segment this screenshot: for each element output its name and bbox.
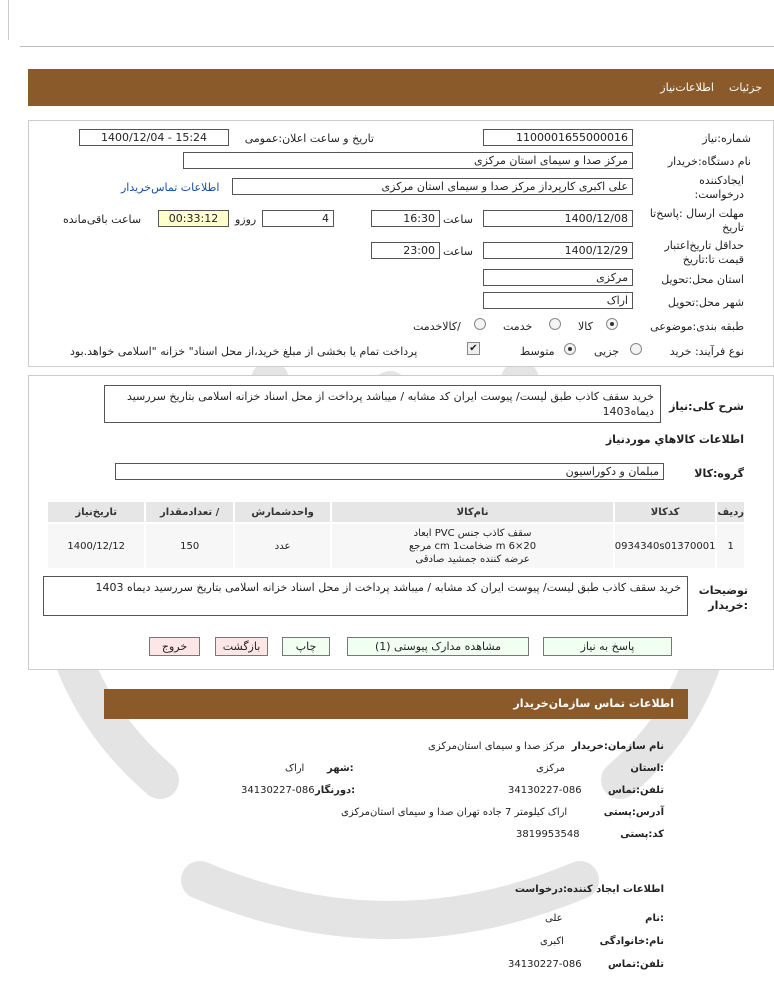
treasury-payment-checkbox[interactable]: ✔ <box>467 342 480 355</box>
col-header-code: کدکالا <box>614 501 717 523</box>
creator-family-value: اکبری <box>540 936 564 947</box>
cell-unit: عدد <box>234 523 331 569</box>
contact-postal-value: 3819953548 <box>516 829 580 840</box>
contact-city-value: اراک <box>285 763 305 774</box>
back-button[interactable]: بازگشت <box>215 637 268 656</box>
validity-time-label: ساعت <box>443 245 473 258</box>
contact-address-label: آدرس:پستی <box>603 807 664 818</box>
col-header-row: ردیف <box>716 501 745 523</box>
city-field: اراک <box>483 292 633 309</box>
deadline-date-field: 1400/12/08 <box>483 210 633 227</box>
contact-province-value: مرکزی <box>536 763 565 774</box>
announce-datetime-field: 1400/12/04 - 15:24 <box>79 129 229 146</box>
contact-fax-label: :دورنگار <box>315 785 356 796</box>
goods-group-field: مبلمان و دکوراسیون <box>115 463 664 480</box>
col-header-date: تاریخ‌نیاز <box>47 501 145 523</box>
cell-row-number: 1 <box>716 523 745 569</box>
top-divider <box>20 46 774 47</box>
cell-need-date: 1400/12/12 <box>47 523 145 569</box>
need-number-field: 1100001655000016 <box>483 129 633 146</box>
contact-fax-value: 34130227-086 <box>241 785 315 796</box>
need-number-label: شماره:نیاز <box>702 132 751 145</box>
deadline-time-field: 16:30 <box>371 210 440 227</box>
buyer-contact-link[interactable]: اطلاعات تماس‌خریدار <box>121 181 220 194</box>
creator-phone-label: تلفن:تماس <box>607 959 664 970</box>
creator-name-value: علی <box>545 913 563 924</box>
deadline-time-label: ساعت <box>443 213 473 226</box>
process-type-label: نوع فرآیند: خرید <box>669 345 744 358</box>
process-medium-label: متوسط <box>520 345 555 358</box>
creator-phone-value: 34130227-086 <box>508 959 582 970</box>
col-header-qty: / تعدادمقدار <box>145 501 233 523</box>
goods-info-title: اطلاعات کالاهاي موردنياز <box>605 433 744 446</box>
category-service-label: خدمت <box>503 320 533 333</box>
validity-label: حداقل تاریخ‌اعتبار <box>664 239 744 252</box>
category-goods-radio[interactable] <box>606 318 618 330</box>
buyer-contact-title: اطلاعات تماس سازمان‌خریدار <box>513 697 674 710</box>
creator-field: علی اکبری کارپرداز مرکز صدا و سیمای استان مرکزی <box>232 178 633 195</box>
contact-org-label: نام سازمان:خریدار <box>571 741 664 752</box>
deadline-label: مهلت ارسال :پاسخ‌تا <box>649 207 744 220</box>
cell-goods-name: سقف کاذب جنس PVC ابعاد 20×6 m ضخامت1 cm مرجع عرضه کننده جمشید صادقی <box>331 523 613 569</box>
tab-bar <box>28 69 774 106</box>
contact-address-value: اراک کیلومتر 7 جاده تهران صدا و سیمای استان‌مرکزی <box>341 807 568 818</box>
table-row <box>47 523 745 569</box>
general-description-label: شرح کلی:نیاز <box>669 400 744 413</box>
days-field: 4 <box>262 210 334 227</box>
category-service-radio[interactable] <box>549 318 561 330</box>
creator-name-label: :نام <box>645 913 664 924</box>
category-both-label: /کالاخدمت <box>413 320 461 333</box>
print-button[interactable]: چاپ <box>282 637 330 656</box>
tab-details[interactable]: جزئیات <box>729 81 762 94</box>
exit-button[interactable]: خروج <box>149 637 200 656</box>
col-header-name: نام‌کالا <box>331 501 613 523</box>
treasury-payment-label: پرداخت تمام یا بخشی از مبلغ خرید،از محل اسناد" خزانه "اسلامی خواهد.بود <box>70 345 418 358</box>
creator-family-label: نام:خانوادگی <box>599 936 664 947</box>
buyer-contact-header <box>104 689 688 719</box>
creator-info-title: اطلاعات ایجاد کننده:درخواست <box>514 884 664 895</box>
creator-label-2: درخواست: <box>694 188 744 201</box>
announce-label: تاریخ و ساعت اعلان:عمومی <box>244 132 374 145</box>
contact-city-label: :شهر <box>327 763 354 774</box>
contact-postal-label: کد:پستی <box>620 829 664 840</box>
remaining-label: ساعت باقی‌مانده <box>63 213 142 226</box>
buyer-notes-field: خرید سقف کاذب طبق لیست/ پیوست ایران کد مشابه / میباشد پرداخت از محل اسناد خزانه اسلامی بتاریخ سررسید دیماه 1403 <box>43 576 688 616</box>
process-medium-radio[interactable] <box>564 343 576 355</box>
goods-table <box>46 500 746 570</box>
col-header-unit: واحدشمارش <box>234 501 331 523</box>
days-label: روزو <box>235 213 257 226</box>
validity-date-field: 1400/12/29 <box>483 242 633 259</box>
view-attachments-button[interactable]: مشاهده مدارک پیوستی (1) <box>347 637 529 656</box>
deadline-label-2: تاریخ <box>722 221 744 234</box>
remaining-time-field: 00:33:12 <box>158 210 229 227</box>
org-name-label: نام دستگاه:خریدار <box>667 155 751 168</box>
creator-label: ایجادکننده <box>699 174 744 187</box>
buyer-notes-label-2: :خریدار <box>708 599 748 612</box>
buyer-notes-label: توضیحات <box>698 584 748 597</box>
reply-button[interactable]: پاسخ به نیاز <box>543 637 672 656</box>
category-both-radio[interactable] <box>474 318 486 330</box>
validity-time-field: 23:00 <box>371 242 440 259</box>
tab-need-info[interactable]: اطلاعات‌نیاز <box>660 81 714 94</box>
validity-label-2: قیمت تا:تاریخ <box>682 253 744 266</box>
contact-phone-value: 34130227-086 <box>508 785 582 796</box>
province-field: مرکزی <box>483 269 633 286</box>
contact-org-value: مرکز صدا و سیمای استان‌مرکزی <box>428 741 565 752</box>
org-name-field: مرکز صدا و سیمای استان مرکزی <box>183 152 633 169</box>
city-label: شهر محل:تحویل <box>667 296 744 309</box>
cell-quantity: 150 <box>145 523 233 569</box>
contact-phone-label: تلفن:تماس <box>607 785 664 796</box>
cell-goods-code: 0934340s01370001 <box>614 523 717 569</box>
process-small-label: جزیی <box>594 345 620 358</box>
category-goods-label: کالا <box>578 320 593 333</box>
goods-group-label: گروه:کالا <box>694 467 744 480</box>
process-small-radio[interactable] <box>630 343 642 355</box>
general-description-field: خرید سقف کاذب طبق لیست/ پیوست ایران کد مشابه / میباشد پرداخت از محل اسناد خزانه اسلامی بتاریخ سررسید دیماه1403 <box>104 385 661 423</box>
province-label: استان محل:تحویل <box>661 273 744 286</box>
contact-province-label: :استان <box>630 763 664 774</box>
category-label: طبقه بندی:موضوعی <box>650 320 744 333</box>
left-rule <box>8 0 9 40</box>
